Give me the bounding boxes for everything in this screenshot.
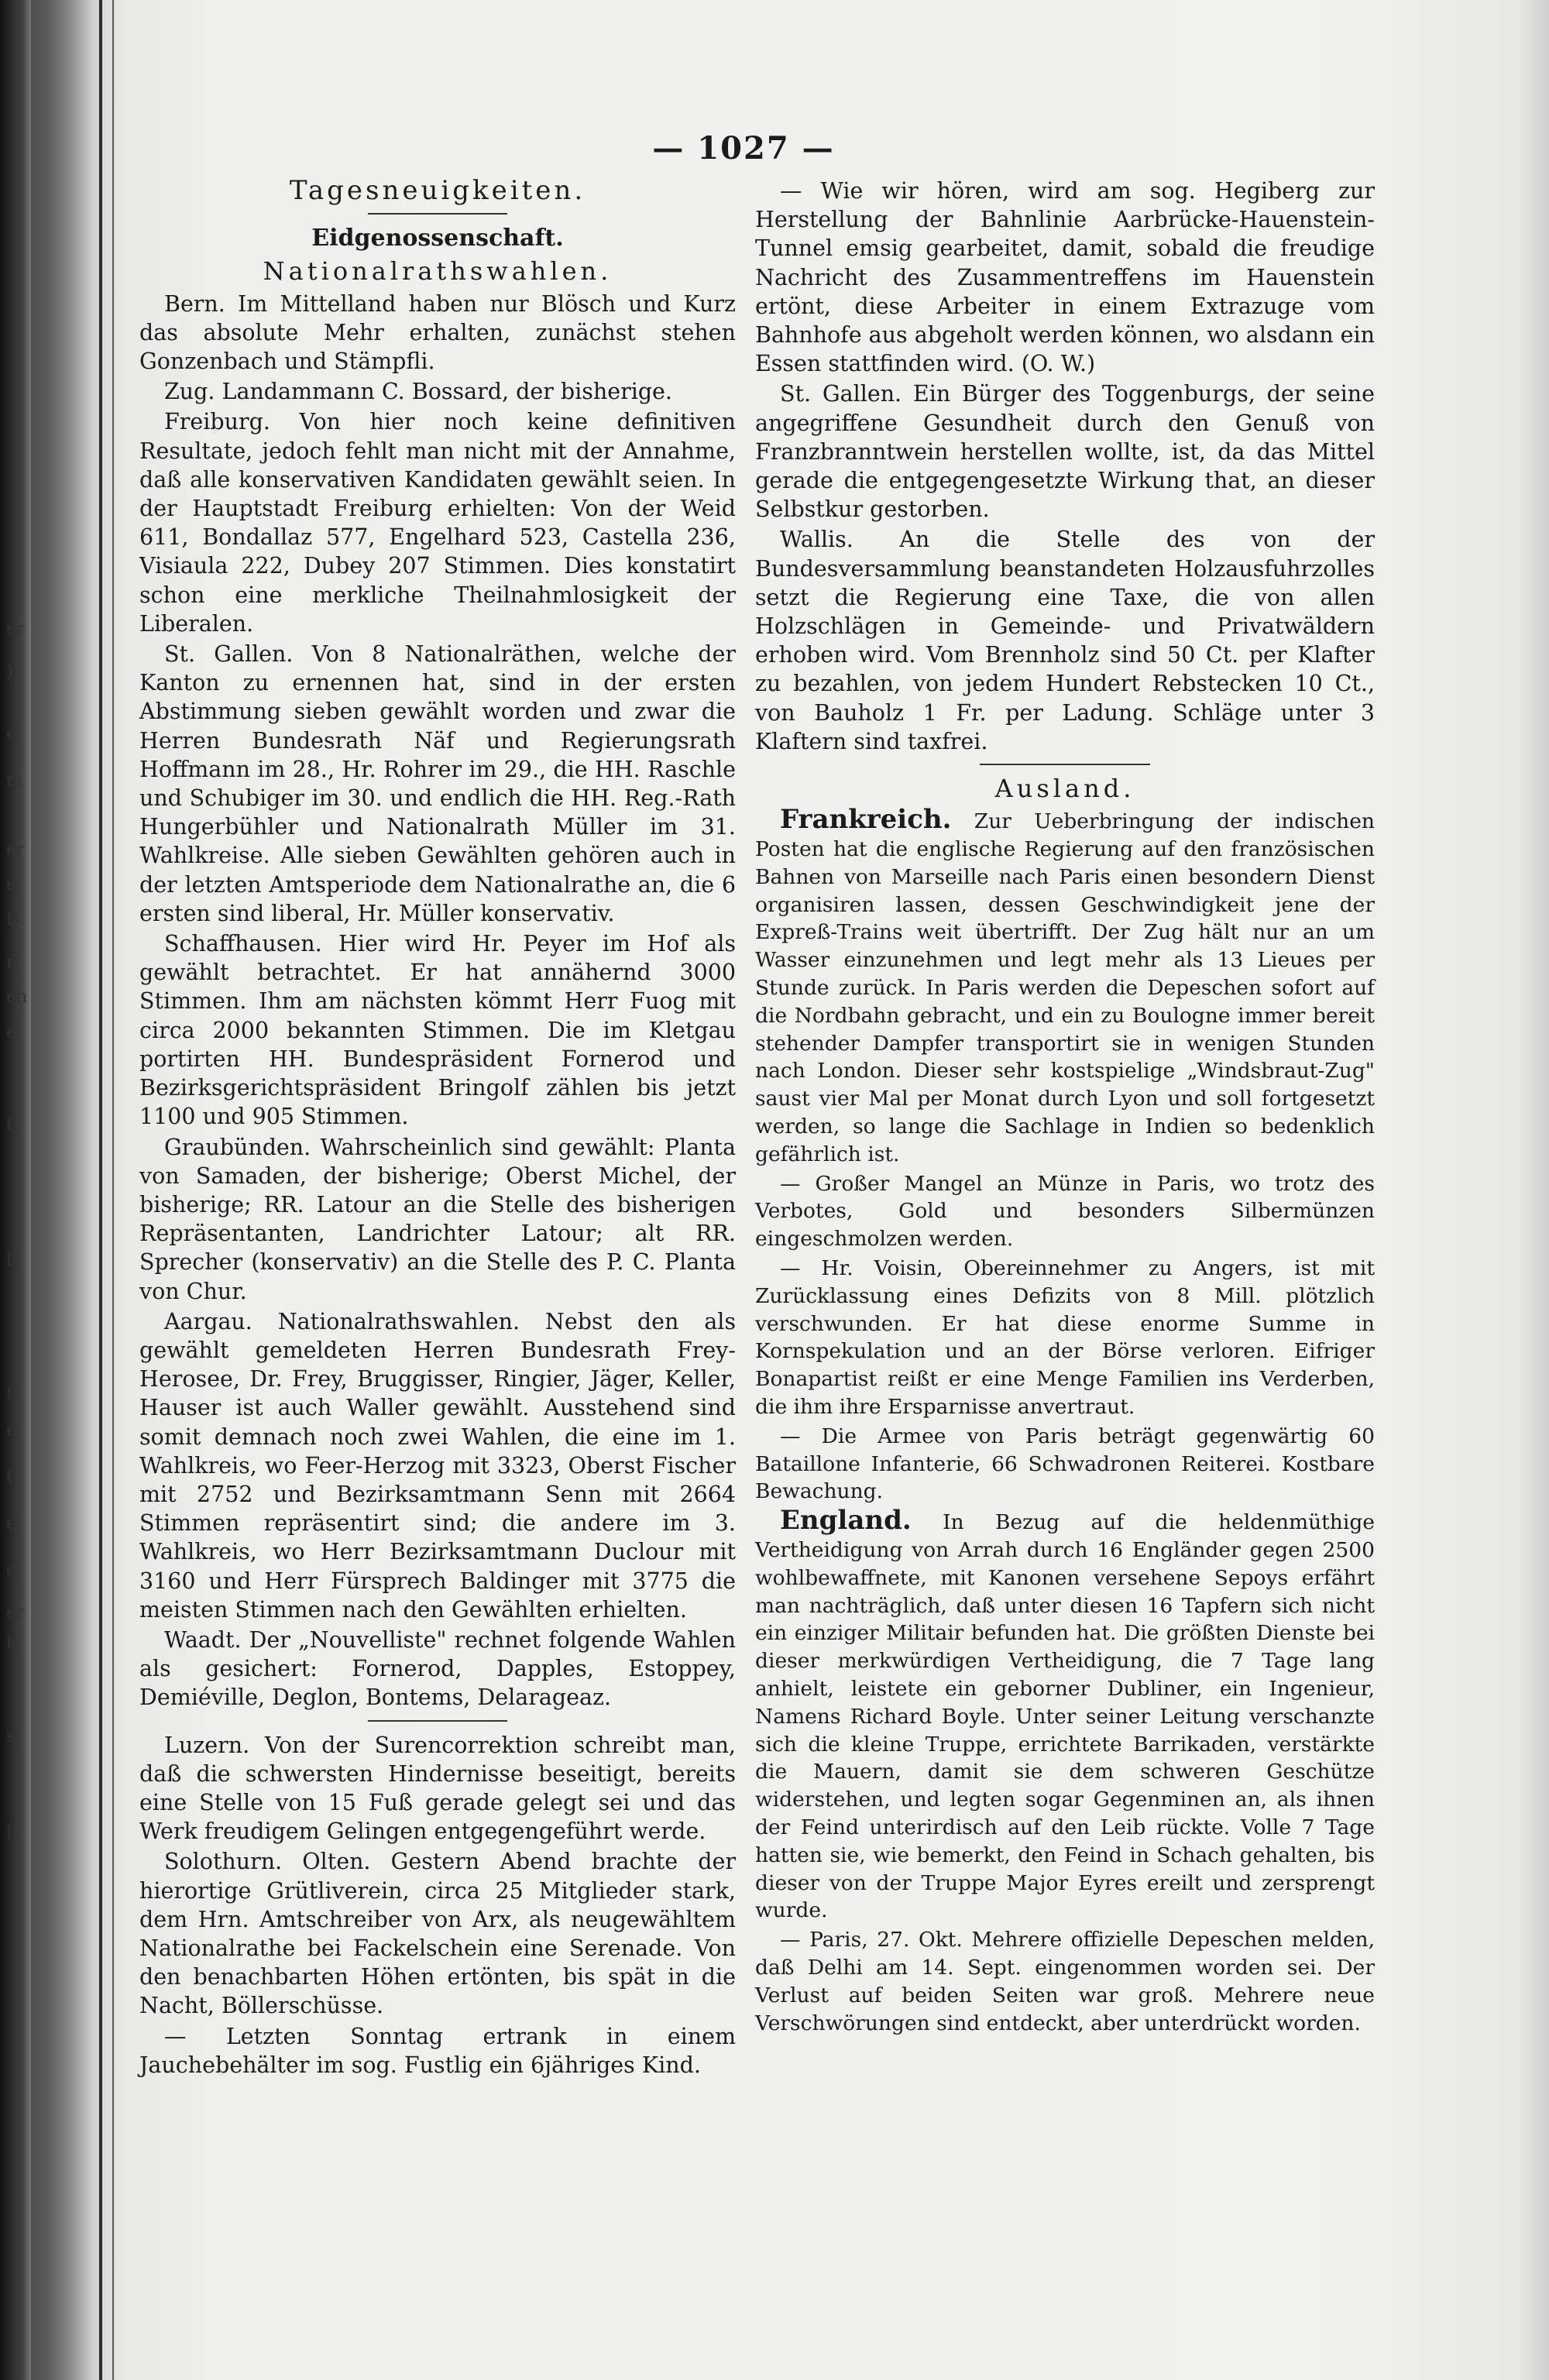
article-hegiberg: — Wie wir hören, wird am sog. Hegiberg zur Herstellung der Bahnlinie Aarbrücke-Hauenstein-Tunnel emsig gearbeitet, damit, sobald die freudige Nachricht des Zusammentreffens im Hauenstein ertönt, diese Arbeiter in einem Extrazuge vom Bahnhofe aus abgeholt werden können, wo alsdann ein Essen stattfinden wird. (O. W.) [755, 178, 1375, 377]
margin-fragment: en [6, 987, 28, 1007]
margin-fragment: D. [6, 910, 25, 929]
section-title: Tagesneuigkeiten. [289, 175, 586, 206]
margin-fragment: e [6, 1421, 17, 1441]
previous-page-edge [0, 0, 31, 2380]
england-heading: England. [780, 1505, 912, 1537]
ausland-title: Ausland. [994, 774, 1135, 804]
page-fold-line [99, 0, 102, 2380]
section-divider [368, 1720, 507, 1722]
margin-fragment: ) [6, 662, 13, 682]
article-wallis: Wallis. An die Stelle des von der Bundesversammlung beanstandeten Holzausfuhrzolles setzt die Regierung eine Taxe, die von allen Holzschlägen in Gemeinde- und Privatwäldern erhoben wird. Vom Brennholz sind 50 Ct. per Klafter zu bezahlen, von jedem Hundert Rebstecken 10 Ct., von Bauholz 1 Fr. per Ladung. Schläge unter 3 Klaftern sind taxfrei. [755, 527, 1375, 754]
article-schaffhausen: Schaffhausen. Hier wird Hr. Peyer im Hof als gewählt betrachtet. Er hat annähernd 3000 Stimmen. Ihm am nächsten kömmt Herr Fuog mit circa 2000 bekannten Stimmen. Die im Kletgau portirten HH. Bundespräsident Fornerod und Bezirksgerichtspräsident Bringolf zählen bis jetzt 1100 und 905 Stimmen. [139, 931, 736, 1130]
margin-fragment: er [6, 840, 25, 860]
margin-fragment: e [6, 1561, 17, 1580]
margin-fragment: l. [6, 1634, 18, 1654]
margin-fragment: e [6, 1514, 17, 1533]
spaced-title: Nationalrathswahlen. [263, 256, 613, 287]
article-waadt: Waadt. Der „Nouvelliste" rechnet folgende Wahlen als gesichert: Fornerod, Dapples, Estoppey, Demiéville, Deglon, Bontems, Delarageaz. [139, 1626, 736, 1711]
article-luzern: Luzern. Von der Surencorrektion schreibt man, daß die schwersten Hindernisse beseitigt, bereits eine Stelle von 15 Fuß gerade gelegt sei und das Werk freudigem Gelingen entgegengeführt werde. [139, 1732, 736, 1845]
right-column [755, 177, 1375, 2345]
article-aargau: Aargau. Nationalrathswahlen. Nebst den als gewählt gemeldeten Herren Bundesrath Frey-Herosee, Dr. Frey, Bruggisser, Ringier, Jäger, Keller, Hauser ist auch Waller gewählt. Ausstehend sind somit demnach noch zwei Wahlen, die eine im 1. Wahlkreis, wo Feer-Herzog mit 3323, Oberst Fischer mit 2752 und Bezirksamtmann Senn mit 2664 Stimmen repräsentirt sind; die andere im 3. Wahlkreis, wo Herr Bezirksamtmann Duclour mit 3160 und Herr Fürsprech Baldinger mit 3775 die meisten Stimmen nach den Gewählten erhielten. [139, 1308, 736, 1623]
article-frankreich-voisin: — Hr. Voisin, Obereinnehmer zu Angers, ist mit Zurücklassung eines Defizits von 8 Mill. plötzlich verschwunden. Er hat diese enorme Summe in Kornspekulation und an der Börse verloren. Eifriger Bonapartist reißt er eine Menge Familien ins Verderben, die ihm ihre Ersparnisse anvertraut. [755, 1256, 1375, 1419]
article-st-gallen: St. Gallen. Von 8 Nationalräthen, welche der Kanton zu ernennen hat, sind in der ersten Abstimmung sieben gewählt worden und zwar die Herren Bundesrath Näf und Regierungsrath Hoffmann im 28., Hr. Rohrer im 29., die HH. Raschle und Schubiger im 30. und endlich die HH. Reg.-Rath Hungerbühler und Nationalrath Müller im 31. Wahlkreise. Alle sieben Gewählten gehören auch in der letzten Amtsperiode dem Nationalrathe an, die 6 ersten sind liberal, Hr. Müller konservativ. [139, 641, 736, 926]
page-number: — 1027 — [652, 130, 835, 167]
margin-fragment: n [6, 1382, 18, 1402]
article-st-gallen-toggenburg: St. Gallen. Ein Bürger des Toggenburgs, der seine angegriffene Gesundheit durch den Genuß von Franzbranntwein herstellen wollte, ist, da das Mittel gerade die entgegengesetzte Wirkung that, an dieser Selbstkur gestorben. [755, 381, 1375, 523]
margin-fragment: n [6, 953, 18, 972]
margin-fragment: er [6, 1603, 25, 1623]
margin-fragment: t [6, 1115, 13, 1135]
article-england-delhi: — Paris, 27. Okt. Mehrere offizielle Depeschen melden, daß Delhi am 14. Sept. eingenommen worden sei. Der Verlust auf beiden Seiten war groß. Mehrere neue Verschwörungen sind entdeckt, aber unterdrückt worden. [755, 1928, 1375, 2035]
article-zug: Zug. Landammann C. Bossard, der bisherige. [164, 379, 672, 405]
article-graubuenden: Graubünden. Wahrscheinlich sind gewählt: Planta von Samaden, der bisherige; Oberst Michel, der bisherige; RR. Latour an die Stelle des bisherigen Repräsentanten, Landrichter Latour; alt RR. Sprecher (konservativ) an die Stelle des P. C. Planta von Chur. [139, 1134, 736, 1304]
article-solothurn: Solothurn. Olten. Gestern Abend brachte der hierortige Grütliverein, circa 25 Mitglieder stark, dem Hrn. Amtschreiber von Arx, als neugewähltem Nationalrathe bei Fackelschein eine Serenade. Von den benachbarten Höhen ertönten, bis spät in die Nacht, Böllerschüsse. [139, 1849, 736, 2019]
article-bern: Bern. Im Mittelland haben nur Blösch und Kurz das absolute Mehr erhalten, zunächst stehen Gonzenbach und Stämpfli. [139, 290, 736, 375]
article-freiburg: Freiburg. Von hier noch keine definitiven Resultate, jedoch fehlt man nicht mit der Annahme, daß alle konservativen Kandidaten gewählt seien. In der Hauptstadt Freiburg erhielten: Von der Weid 611, Bondallaz 577, Engelhard 523, Castella 236, Visiaula 222, Dubey 207 Stimmen. Dies konstatirt schon eine merkliche Theilnahmlosigkeit der Liberalen. [139, 409, 736, 637]
article-jauchebehaelter: — Letzten Sonntag ertrank in einem Jauchebehälter im sog. Fustlig ein 6jähriges Kind. [139, 2023, 736, 2078]
margin-fragment: e [6, 875, 17, 895]
page-fold-line-inner [112, 0, 114, 2380]
margin-fragment: e- [6, 724, 22, 744]
margin-fragment: er [6, 620, 25, 639]
margin-fragment: t [6, 1468, 13, 1487]
margin-fragment: e- [6, 1022, 22, 1042]
article-frankreich-posten: Zur Ueberbringung der indischen Posten hat die englische Regierung auf den französischen Bahnen von Marseille nach Paris einen besondern Dienst organisiren lassen, dessen Geschwindigkeit jene der Expreß-Trains weit übertrifft. Der Zug hält nur an um Wasser einzunehmen und legt mehr als 13 Lieues per Stunde zurück. In Paris werden die Depeschen sofort auf die Nordbahn gebracht, und ein zu Boulogne immer bereit stehender Dampfer transportirt sie in wenigen Stunden nach London. Dieser sehr kostspielige „Windsbraut-Zug" saust vier Mal per Monat durch Lyon und soll fortgesetzt werden, so lange die Sachlage in Indien so bedenklich gefährlich ist. [755, 809, 1375, 1166]
article-frankreich-armee: — Die Armee von Paris beträgt gegenwärtig 60 Bataillone Infanterie, 66 Schwadronen Reiterei. Kostbare Bewachung. [755, 1424, 1375, 1504]
sub-title: Eidgenossenschaft. [311, 225, 564, 252]
margin-fragment: l. [6, 1824, 18, 1843]
frankreich-heading: Frankreich. [780, 804, 952, 836]
section-divider [980, 764, 1150, 765]
article-frankreich-muenze: — Großer Mangel an Münze in Paris, wo trotz des Verbotes, Gold und besonders Silbermünzen eingeschmolzen werden. [755, 1171, 1375, 1252]
article-england-arrah: In Bezug auf die heldenmüthige Vertheidigung von Arrah durch 16 Engländer gegen 2500 wohlbewaffnete, mit Kanonen versehene Sepoys erfährt man nachträglich, daß unter diesen 16 Tapfern sich nicht ein einziger Militair befunden hat. Die größten Dienste bei dieser merkwürdigen Vertheidigung, die 7 Tage lang anhielt, leistete ein geborner Dubliner, ein Ingenieur, Namens Richard Boyle. Unter seiner Leitung verschanzte sich die kleine Truppe, errichtete Barrikaden, verstärkte die Mauern, damit sie dem schweren Geschütze widerstehen, und legten sogar Gegenminen an, als ihnen der Feind unterirdisch auf den Leib rückte. Volle 7 Tage hatten sie, wie bemerkt, den Feind in Schach gehalten, bis dieser von der Truppe Major Eyres ereilt und zersprengt wurde. [755, 1510, 1375, 1923]
left-column [139, 170, 736, 2339]
margin-fragment: s- [6, 1727, 21, 1746]
margin-fragment: lt [6, 1251, 19, 1270]
margin-fragment: m [6, 771, 22, 790]
title-rule [368, 213, 507, 215]
